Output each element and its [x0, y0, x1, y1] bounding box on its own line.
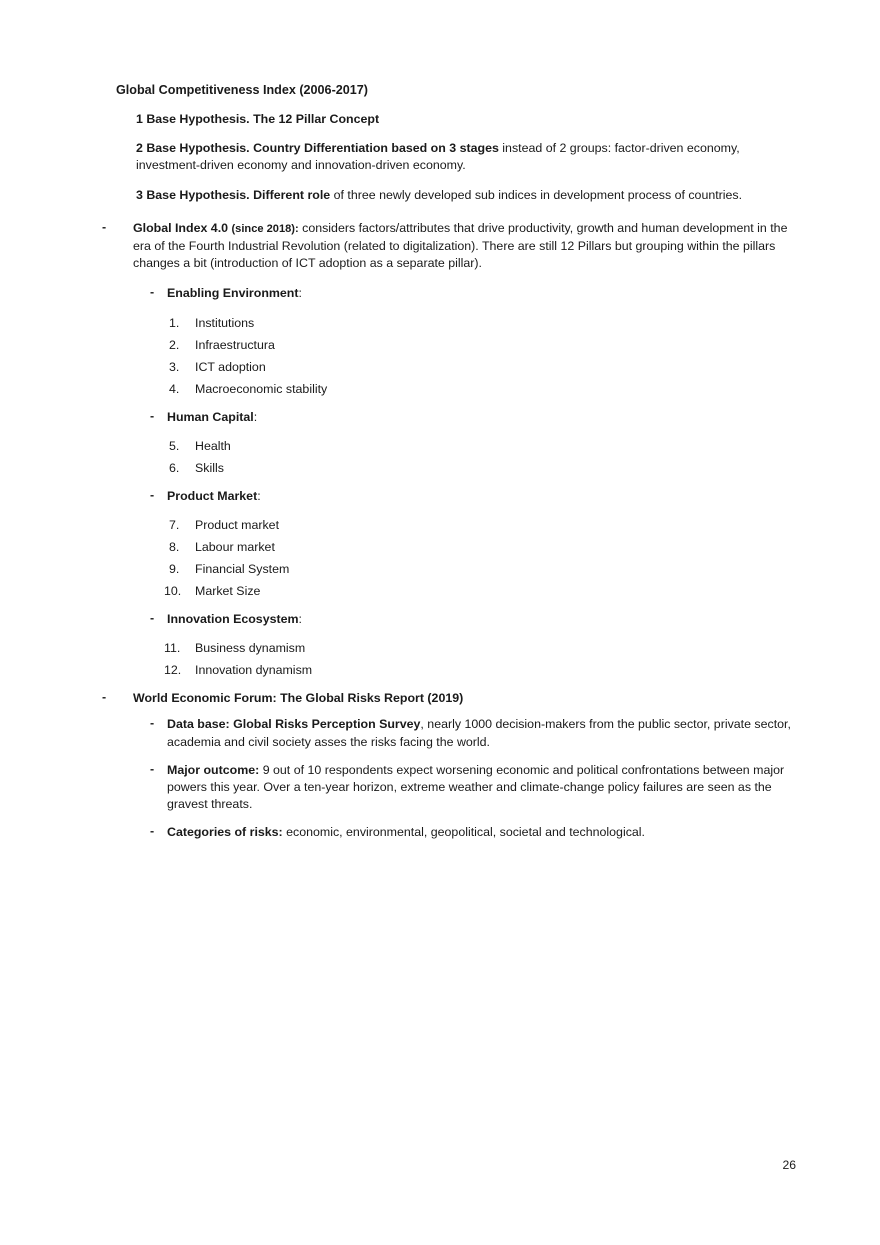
hypothesis-2-rest: instead of 2 groups: factor-driven economy, investment-driven economy and innovation-driven economy. — [136, 141, 740, 173]
pillar-item — [116, 514, 796, 536]
pillar-label: Infraestructura — [195, 337, 275, 352]
pillar-number: 6. — [169, 460, 180, 475]
dash-bullet-icon: - — [150, 824, 155, 839]
dash-bullet-icon: - — [150, 285, 155, 300]
bullet-global-index-4 — [102, 219, 796, 273]
group-heading-text — [167, 409, 796, 426]
pillar-list-innovation-ecosystem — [116, 637, 796, 681]
pillar-number: 3. — [169, 359, 180, 374]
wef-major-outcome-rest: 9 out of 10 respondents expect worsening economic and political confrontations between major powers this year. Over a ten-year horizon, extreme weather and climate-change policy failures are seen as the gravest threats. — [167, 762, 785, 812]
pillar-number: 5. — [169, 438, 180, 453]
pillar-item — [116, 312, 796, 334]
hypothesis-1-bold: 1 Base Hypothesis. The 12 Pillar Concept — [136, 112, 380, 126]
pillar-number: 8. — [169, 540, 180, 555]
group-heading-colon: : — [253, 409, 258, 424]
pillar-label: Labour market — [195, 540, 275, 555]
bullet-wef-categories-text — [167, 824, 796, 841]
pillar-list-product-market — [116, 514, 796, 602]
wef-database-rest: , nearly 1000 decision-makers from the public sector, private sector, academia and civil society asses the risks facing the world. — [167, 717, 791, 749]
hypothesis-3 — [136, 187, 796, 204]
pillar-number: 11. — [164, 641, 181, 656]
pillar-item — [116, 580, 796, 602]
hypothesis-3-bold: 3 Base Hypothesis. Different role — [136, 187, 331, 202]
pillar-item — [116, 558, 796, 580]
bullet-wef-database-text — [167, 716, 796, 750]
bullet-wef-database — [150, 716, 796, 750]
document-body — [102, 82, 796, 853]
group-heading-label: Product Market — [167, 488, 258, 503]
pillar-item — [116, 637, 796, 659]
pillar-label: Market Size — [195, 584, 261, 599]
wef-categories-rest: economic, environmental, geopolitical, societal and technological. — [282, 825, 645, 840]
global-index-body: considers factors/attributes that drive productivity, growth and human development in the era of the Fourth Industrial Revolution (related to digitalization). There are still 12 Pillars but grouping within the pillars changes a bit (introduction of ICT adoption as a separate pillar). — [133, 220, 788, 271]
pillar-number: 2. — [169, 337, 180, 352]
group-heading-label: Human Capital — [167, 409, 254, 424]
group-heading-innovation-ecosystem — [150, 611, 796, 628]
hypothesis-2-bold: 2 Base Hypothesis. Country Differentiation based on 3 stages — [136, 141, 499, 156]
global-index-lead: Global Index 4.0 — [133, 220, 232, 235]
wef-heading-label: World Economic Forum: The Global Risks Report (2019) — [133, 691, 464, 706]
pillar-label: Product market — [195, 518, 280, 533]
dash-bullet-icon: - — [102, 690, 107, 705]
hypothesis-2 — [136, 140, 796, 174]
wef-categories-bold: Categories of risks: — [167, 825, 283, 840]
group-heading-colon: : — [257, 488, 261, 503]
group-heading-text — [167, 611, 796, 628]
wef-major-outcome-bold: Major outcome: — [167, 762, 260, 777]
bullet-wef-major-outcome-text — [167, 762, 796, 814]
pillar-item — [116, 457, 796, 479]
dash-bullet-icon: - — [150, 716, 155, 731]
pillar-label: Financial System — [195, 562, 290, 577]
wef-heading-text — [133, 690, 796, 707]
group-heading-colon: : — [298, 612, 302, 627]
hypothesis-3-rest: of three newly developed sub indices in development process of countries. — [330, 187, 743, 202]
pillar-item — [116, 435, 796, 457]
bullet-wef-categories — [150, 824, 796, 841]
pillar-item — [116, 356, 796, 378]
pillar-number: 4. — [169, 381, 180, 396]
pillar-label: Skills — [195, 460, 224, 475]
group-heading-enabling-environment — [150, 285, 796, 302]
wef-database-bold: Data base: Global Risks Perception Survey — [167, 717, 421, 732]
pillar-number: 12. — [164, 663, 182, 678]
dash-bullet-icon: - — [150, 487, 155, 502]
pillar-list-human-capital — [116, 435, 796, 479]
group-heading-product-market — [150, 488, 796, 505]
pillar-item — [116, 378, 796, 400]
pillar-number: 9. — [169, 562, 180, 577]
pillar-number: 10. — [164, 584, 182, 599]
pillar-number: 1. — [169, 315, 180, 330]
group-heading-label: Innovation Ecosystem — [167, 612, 299, 627]
group-heading-human-capital — [150, 409, 796, 426]
pillar-list-enabling-environment — [116, 312, 796, 400]
pillar-label: Institutions — [195, 315, 255, 330]
group-heading-text — [167, 488, 796, 505]
dash-bullet-icon: - — [150, 408, 155, 423]
dash-bullet-icon: - — [150, 611, 155, 626]
section-title: Global Competitiveness Index (2006-2017) — [116, 83, 368, 97]
pillar-item — [116, 334, 796, 356]
pillar-label: Health — [195, 438, 231, 453]
dash-bullet-icon: - — [102, 219, 107, 234]
group-heading-colon: : — [298, 286, 302, 301]
pillar-label: Business dynamism — [195, 641, 306, 656]
hypothesis-1 — [136, 111, 796, 128]
bullet-global-index-4-text — [133, 220, 796, 273]
bullet-wef-heading — [102, 690, 796, 707]
global-index-since: (since 2018): — [231, 222, 299, 235]
pillar-number: 7. — [169, 518, 180, 533]
pillar-label: Innovation dynamism — [195, 663, 313, 678]
group-heading-text — [167, 285, 796, 302]
bullet-wef-major-outcome — [150, 762, 796, 814]
group-heading-label: Enabling Environment — [167, 286, 299, 301]
pillar-item — [116, 659, 796, 681]
page-number: 26 — [782, 1158, 796, 1172]
dash-bullet-icon: - — [150, 761, 155, 776]
pillar-label: Macroeconomic stability — [195, 381, 328, 396]
pillar-item — [116, 536, 796, 558]
pillar-label: ICT adoption — [195, 359, 266, 374]
